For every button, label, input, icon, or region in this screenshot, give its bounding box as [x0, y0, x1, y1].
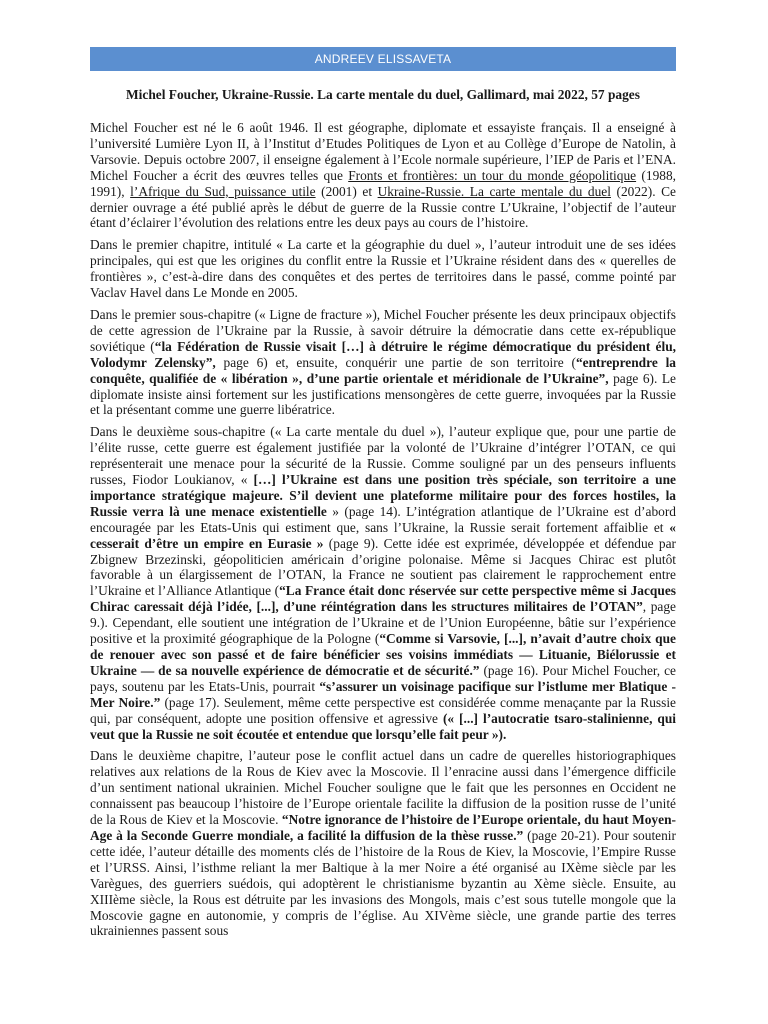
paragraph-text: Dans le deuxième chapitre, l’auteur pose le conflit actuel dans un cadre de querelles historiographiques relatives aux relations de la Rous de Kiev avec la Moscovie. Il l’enracine aussi dans l’émergence difficile d’un sentiment national ukrainien. Michel Foucher souligne que le fait que les personnes en Occident ne connaissent pas beaucoup l’histoire de l’Europe orientale facilite la diffusion de la position russe de l’unité de la Rous de Kiev et la Moscovie. [90, 748, 676, 828]
bold-quote: « cesserait d’être un empire en Eurasie » [90, 519, 676, 551]
paragraph-1 [90, 120, 676, 231]
paragraph-text: Dans le premier chapitre, intitulé « La carte et la géographie du duel », l’auteur introduit une de ses idées principales, qui est que les origines du conflit entre la Russie et l’Ukraine résident dans des « querelles de frontières », c’est-à-dire dans des conquêtes et des pertes de territoires dans le passé, comme pointé par Vaclav Havel dans Le Monde en 2005. [90, 237, 676, 301]
bold-quote: “s’assurer un voisinage pacifique sur l’istlume mer Blatique - Mer Noire.” [90, 678, 676, 710]
bold-quote: (« [...] l’autocratie tsaro-stalinienne, qui veut que la Russie ne soit écoutée et entendue que lorsqu’elle fait peur »). [90, 710, 676, 742]
bold-quote: “La France était donc réservée sur cette perspective même si Jacques Chirac caressait déjà l’idée, [...], d’une réintégration dans les structures militaires de l’OTAN” [90, 583, 676, 615]
paragraph-text: (2001) et [315, 183, 378, 199]
paragraph-text: (1988, 1991), [90, 167, 676, 199]
paragraph-text: page 6). Le diplomate insiste ainsi fortement sur les justifications mensongères de cette guerre, invoquées par la Russie et la présentant comme une guerre libératrice. [90, 370, 676, 418]
paragraph-text: Dans le premier sous-chapitre (« Ligne de fracture »), Michel Foucher présente les deux principaux objectifs de cette agression de l’Ukraine par la Russie, à savoir détruire la démocratie dans cette ex-république soviétique ( [90, 306, 676, 354]
paragraph-text: (page 20-21). Pour soutenir cette idée, l’auteur détaille des moments clés de l’histoire de la Rous de Kiev, la Moscovie, l’Empire Russe et l’URSS. Ainsi, l’isthme reliant la mer Baltique à la mer Noire a été organisé au IXème siècle par les Varègues, des guerriers suédois, qui adoptèrent le christianisme byzantin au Xème siècle. Ensuite, au XIIIème siècle, la Rous est détruite par les invasions des Mongols, mais c’est sous tutelle mongole que la Moscovie gagne en autonomie, y compris de l’église. Au XIVème siècle, une grande partie des terres ukrainiennes passent sous [90, 827, 676, 939]
paragraph-3 [90, 307, 676, 418]
book-title-link: l’Afrique du Sud, puissance utile [130, 183, 316, 199]
book-title-link: Fronts et frontières: un tour du monde géopolitique [348, 167, 637, 183]
paragraph-text: page 6) et, ensuite, conquérir une partie de son territoire ( [215, 354, 576, 370]
paragraph-5 [90, 748, 676, 939]
paragraph-text: (2022). Ce dernier ouvrage a été publié après le début de guerre de la Russie contre L’Ukraine, l’objectif de l’auteur étant d’éclairer l’évolution des relations entre les deux pays au cours de l’histoire. [90, 183, 676, 231]
book-title-link: Ukraine-Russie. La carte mentale du duel [377, 183, 611, 199]
paragraph-2 [90, 237, 676, 301]
bold-quote: “Comme si Varsovie, [...], n’avait d’autre choix que de renouer avec son passé et de faire bénéficier ses voisins immédiats — Lituanie, Biélorussie et Ukraine — de sa nouvelle expérience de démocratie et de sécurité.” [90, 631, 676, 678]
bold-quote: “entreprendre la conquête, qualifiée de « libération », d’une partie orientale et méridionale de l’Ukraine”, [90, 354, 676, 386]
document-body [90, 120, 676, 1016]
bold-quote: “Notre ignorance de l’histoire de l’Europe orientale, du haut Moyen-Age à la Seconde Guerre mondiale, a facilité la diffusion de la thèse russe.” [90, 812, 676, 843]
paragraph-text: Michel Foucher est né le 6 août 1946. Il est géographe, diplomate et essayiste français. Il a enseigné à l’université Lumière Lyon II, à l’Institut d’Etudes Politiques de Lyon et au Collège d’Europe de Natolin, à Varsovie. Depuis octobre 2007, il enseigne également à l’Ecole normale supérieure, l’IEP de Paris et l’ENA. Michel Foucher a écrit des œuvres telles que [90, 120, 676, 183]
paragraph-text: (page 16). Pour Michel Foucher, ce pays, soutenu par les Etats-Unis, pourrait [90, 662, 676, 694]
bold-quote: “la Fédération de Russie visait […] à détruire le régime démocratique du président élu, Volodymr Zelensky”, [90, 338, 676, 370]
author-banner: ANDREEV ELISSAVETA [90, 47, 676, 71]
paragraph-text: Dans le deuxième sous-chapitre (« La carte mentale du duel »), l’auteur explique que, pour une partie de l’élite russe, cette guerre est également justifiée par la volonté de l’Ukraine d’intégrer l’OTAN, ce qui représenterait une menace pour la sécurité de la Russie. Comme souligné par un des penseurs influents russes, Fiodor Loukianov, « [90, 424, 676, 488]
paragraph-text: (page 17). Seulement, même cette perspective est considérée comme menaçante par la Russie qui, par conséquent, adopte une position offensive et agressive [90, 694, 676, 726]
paragraph-4 [90, 424, 676, 742]
bold-quote: […] l’Ukraine est dans une position très spéciale, son territoire a une importance stratégique majeure. S’il devient une plateforme militaire pour des forces hostiles, la Russie verra là une menace existentielle [90, 472, 676, 519]
review-title: Michel Foucher, Ukraine-Russie. La carte mentale du duel, Gallimard, mai 2022, 57 pages [126, 87, 640, 102]
paragraph-text: » (page 14). L’intégration atlantique de l’Ukraine est d’abord encouragée par les Etats-Unis qui estiment que, sans l’Ukraine, la Russie serait fortement affaiblie et [90, 503, 676, 535]
paragraph-text: , page 9.). Cependant, elle soutient une intégration de l’Ukraine et de l’Union Européenne, bâtie sur l’expérience positive et la proximité géographique de la Pologne ( [90, 599, 676, 647]
paragraph-text: (page 9). Cette idée est exprimée, développée et défendue par Zbignew Brzezinski, géopoliticien américain d’origine polonaise. Même si Jacques Chirac est plutôt favorable à un élargissement de l’OTAN, la France ne soutient pas clairement le rapprochement entre l’Ukraine et l’Alliance Atlantique ( [90, 535, 676, 599]
